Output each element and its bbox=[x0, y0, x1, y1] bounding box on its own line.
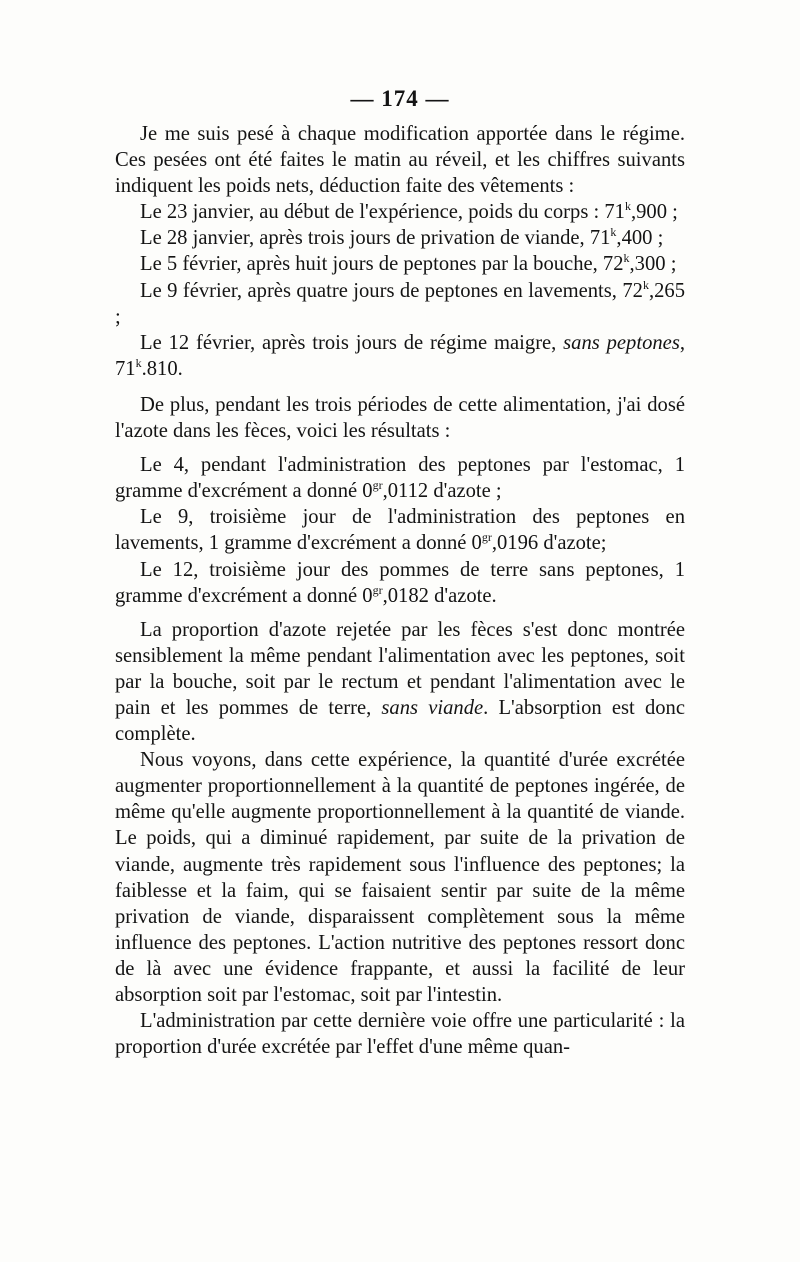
paragraph-weight-feb-12: Le 12 février, après trois jours de régime maigre, sans peptones, 71$^k$.810. bbox=[115, 331, 685, 380]
paragraph-nitrogen-day-12: Le 12, troisième jour des pommes de terre sans peptones, 1 gramme d'excrément a donné $0^{gr},0182$ d'azote. bbox=[115, 558, 685, 607]
paragraph-absorption: La proportion d'azote rejetée par les fèces s'est donc montrée sensiblement la même pendant l'alimentation avec les peptones, soit par la bouche, soit par le rectum et pendant l'alimentation avec le pain et les pommes de terre, sans viande. L'absorption est donc complète. bbox=[115, 618, 685, 746]
paragraph-nitrogen-day-9: Le 9, troisième jour de l'administration des peptones en lavements, 1 gramme d'excrément a donné $0^{gr},0196$ d'azote; bbox=[115, 506, 685, 555]
paragraph-rectal-administration: L'administration par cette dernière voie offre une particularité : la proportion d'urée excrétée par l'effet d'une même quan- bbox=[115, 1010, 685, 1059]
paragraph-weight-jan-23: Le 23 janvier, au début de l'expérience, poids du corps : 71$^k$,900 ; bbox=[140, 199, 678, 224]
paragraph-weight-feb-5: Le 5 février, après huit jours de peptones par la bouche, 72$^k$,300 ; bbox=[140, 251, 677, 276]
paragraph-weight-feb-9: Le 9 février, après quatre jours de peptones en lavements, 72$^k$,265 ; bbox=[115, 277, 685, 328]
paragraph-nitrogen-day-4: Le 4, pendant l'administration des peptones par l'estomac, 1 gramme d'excrément a donné $0^{gr},0112$ d'azote ; bbox=[115, 454, 685, 503]
body-text bbox=[115, 121, 685, 1060]
paragraph-conclusion: Nous voyons, dans cette expérience, la quantité d'urée excrétée augmenter proportionnellement à la quantité de peptones ingérée, de même qu'elle augmente proportionnellement à la quantité de viande. Le poids, qui a diminué rapidement, par suite de la privation de viande, augmente très rapidement sous l'influence des peptones; la faiblesse et la faim, qui se faisaient sentir par suite de la même privation de viande, disparaissent complètement sous la même influence des peptones. L'action nutritive des peptones ressort donc de là avec une évidence frappante, et aussi la facilité de leur absorption soit par l'estomac, soit par l'intestin. bbox=[115, 749, 685, 1006]
paragraph-weighing-intro: Je me suis pesé à chaque modification apportée dans le régime. Ces pesées ont été faites le matin au réveil, et les chiffres suivants indiquent les poids nets, déduction faite des vêtements : bbox=[115, 123, 685, 198]
paragraph-nitrogen-intro: De plus, pendant les trois périodes de cette alimentation, j'ai dosé l'azote dans les fèces, voici les résultats : bbox=[115, 393, 685, 443]
paragraph-weight-jan-28: Le 28 janvier, après trois jours de privation de viande, 71$^k$,400 ; bbox=[140, 225, 664, 250]
page-number: — 174 — bbox=[350, 86, 450, 111]
